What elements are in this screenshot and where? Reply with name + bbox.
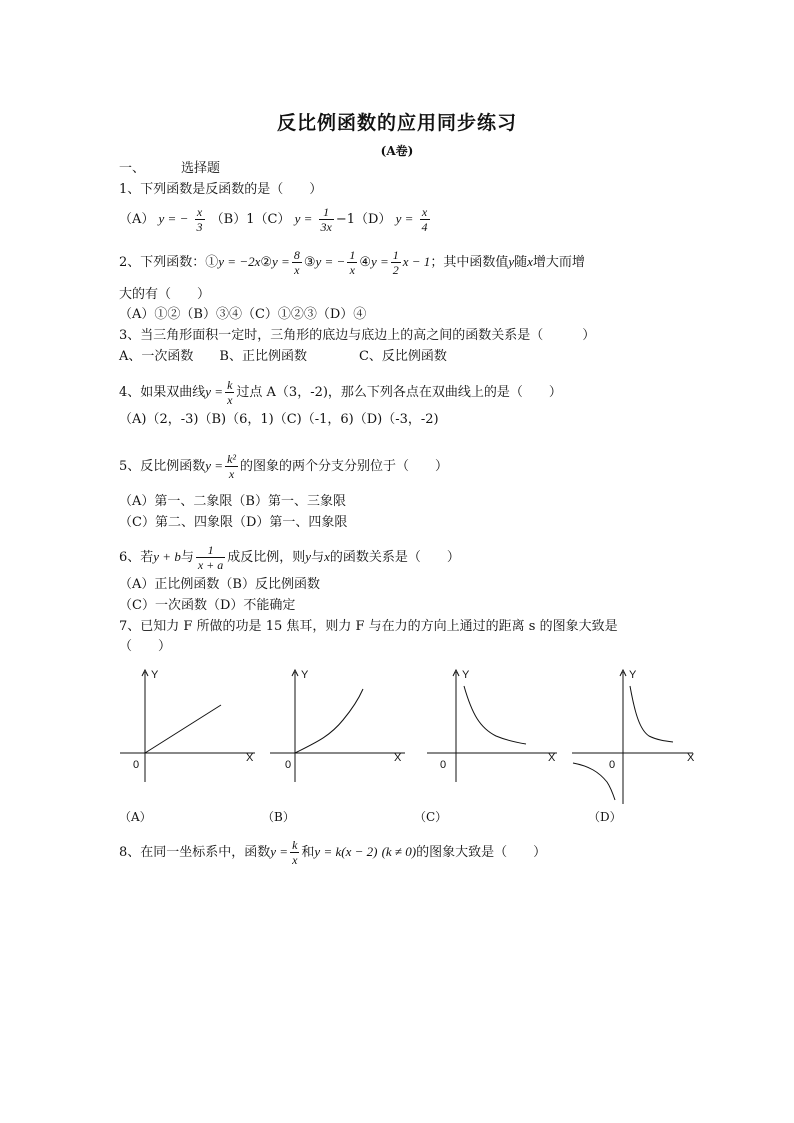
origin-label: 0 xyxy=(133,759,140,771)
y-axis-label: Y xyxy=(301,669,309,681)
question-2-options: （A）①②（B）③④（C）①②③（D）④ xyxy=(119,307,367,322)
question-2-continued: 大的有（ ） xyxy=(119,287,211,302)
page-subtitle: (A卷) xyxy=(380,144,414,158)
x-axis-label: X xyxy=(394,752,402,764)
graph-a-label: （A） xyxy=(119,810,152,824)
question-7-paren: （ ） xyxy=(119,639,172,654)
graph-b-label: （B） xyxy=(262,810,295,824)
y-axis-label: Y xyxy=(151,669,159,681)
graph-b-increasing-curve xyxy=(265,662,415,792)
graph-curve xyxy=(295,689,363,753)
question-3-options: A、一次函数 B、正比例函数 C、反比例函数 xyxy=(119,349,447,364)
graph-curve xyxy=(145,705,221,753)
question-6-options-2: （C）一次函数（D）不能确定 xyxy=(119,598,296,613)
graph-c-label: （C） xyxy=(414,810,448,824)
fraction: $\frac{x}{3}$ xyxy=(196,205,203,234)
x-axis-label: X xyxy=(687,752,695,764)
graph-curve-q1 xyxy=(630,686,673,742)
question-4-stem: 4、如果双曲线y = $\frac{k}{x}$ 过点 A（3，-2)，那么下列各点在双曲线上的是（ ） xyxy=(119,378,562,407)
graph-curve xyxy=(464,686,526,744)
graph-d-hyperbola-q1-q3 xyxy=(565,662,705,812)
question-1-stem: 1、下列函数是反函数的是（ ） xyxy=(119,182,323,197)
origin-label: 0 xyxy=(285,759,292,771)
question-3-stem: 3、当三角形面积一定时，三角形的底边与底边上的高之间的函数关系是（ ） xyxy=(119,328,596,343)
question-5-options-2: （C）第二、四象限（D）第一、四象限 xyxy=(119,515,348,530)
question-2-stem: 2、下列函数：①y = −2x②y = $\frac{8}{x}$ ③y = − $\frac{1}{x}$ ④y = $\frac{1}{2}$ x − 1；其中函数值y随x增大而增 xyxy=(119,248,585,277)
x-axis-label: X xyxy=(246,752,254,764)
question-6-stem: 6、若y + b与 $\frac{1}{x + a}$ 成反比例，则y与x的函数关系是（ ） xyxy=(119,543,460,572)
question-8-stem: 8、在同一坐标系中，函数y = $\frac{k}{x}$ 和y = k(x − 2) (k ≠ 0)的图象大致是（ ） xyxy=(119,838,547,867)
origin-label: 0 xyxy=(609,759,616,771)
origin-label: 0 xyxy=(440,759,447,771)
question-5-options-1: （A）第一、二象限（B）第一、三象限 xyxy=(119,494,346,509)
section-label: 选择题 xyxy=(181,161,221,176)
graph-a-linear xyxy=(115,662,265,792)
y-axis-label: Y xyxy=(462,669,470,681)
question-5-stem: 5、反比例函数y = $\frac{\text{k²}}{x}$ 的图象的两个分支分别位于（ ） xyxy=(119,452,449,481)
section-number: 一、 xyxy=(119,161,146,176)
graph-c-hyperbola-q1 xyxy=(422,662,572,792)
question-4-options: （A)（2，-3)（B)（6，1)（C)（-1，6)（D)（-3，-2) xyxy=(119,412,439,427)
question-6-options-1: （A）正比例函数（B）反比例函数 xyxy=(119,577,320,592)
question-7-stem: 7、已知力 F 所做的功是 15 焦耳，则力 F 与在力的方向上通过的距离 s 的图象大致是 xyxy=(119,619,618,634)
question-1-options: （A） y = − $\frac{x}{3}$ （B）1（C） y = $\frac{1}{3x}$ −1（D） y = $\frac{x}{4}$ xyxy=(119,205,428,234)
x-axis-label: X xyxy=(548,752,556,764)
graph-d-label: （D） xyxy=(588,810,622,824)
fraction: $\frac{1}{3x}$ xyxy=(320,205,332,234)
page-title: 反比例函数的应用同步练习 xyxy=(276,112,517,134)
y-axis-label: Y xyxy=(629,669,637,681)
section-heading xyxy=(119,161,220,177)
fraction: $\frac{x}{4}$ xyxy=(421,205,428,234)
